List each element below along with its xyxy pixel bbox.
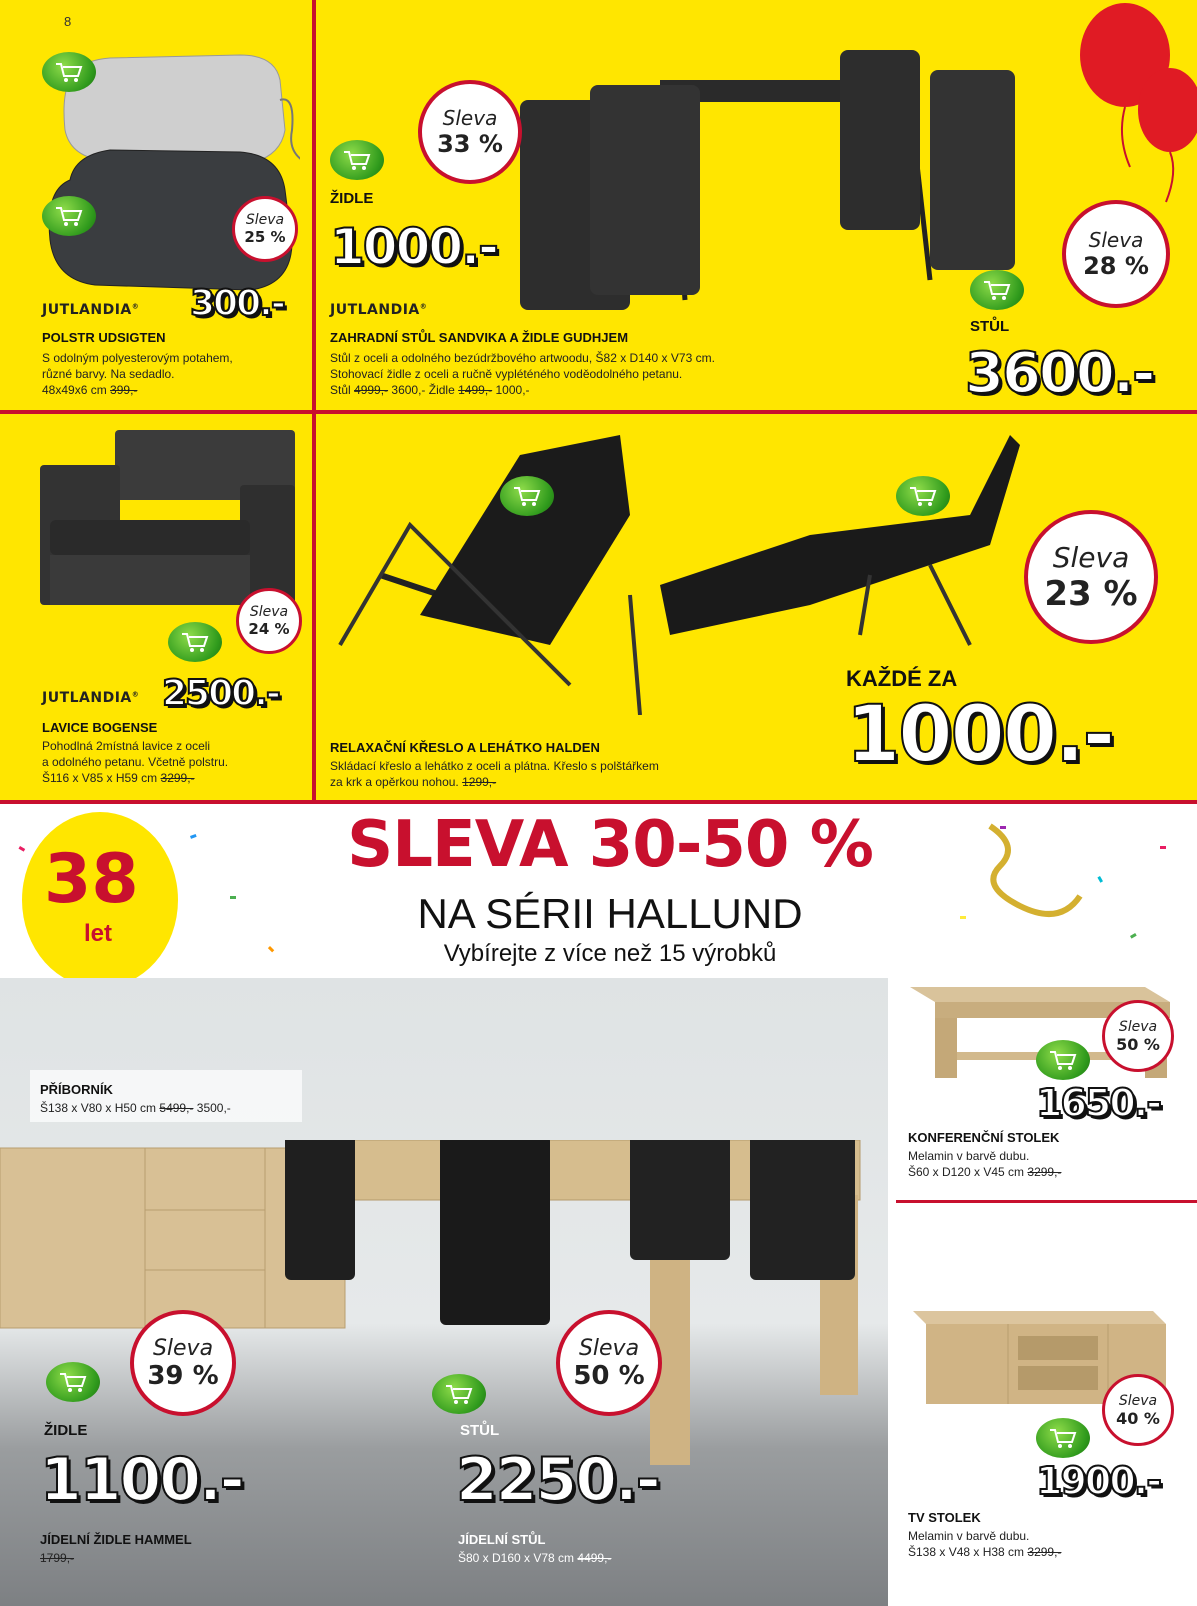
price: 1100.- — [40, 1445, 243, 1515]
shopping-cart-icon[interactable] — [42, 196, 96, 236]
shopping-cart-icon[interactable] — [1036, 1040, 1090, 1080]
discount-badge: Sleva 24 % — [236, 588, 302, 654]
divider-vertical — [312, 0, 316, 802]
product-description: Š80 x D160 x V78 cm 4499,- — [458, 1551, 612, 1565]
brand-logo: JUTLANDIA® — [330, 302, 428, 318]
shopping-cart-icon[interactable] — [42, 52, 96, 92]
discount-badge: Sleva 23 % — [1024, 510, 1158, 644]
price: 2250.- — [456, 1445, 659, 1515]
balloons-decoration — [1070, 0, 1197, 210]
product-title: TV STOLEK — [908, 1510, 981, 1525]
discount-badge: Sleva 33 % — [418, 80, 522, 184]
product-description: Skládací křeslo a lehátko z oceli a plátna. Křeslo s polštářkem za krk a opěrkou nohou. 1299,- — [330, 759, 659, 789]
banner-tagline: Vybírejte z více než 15 výrobků — [443, 940, 777, 967]
discount-badge: Sleva 50 % — [556, 1310, 662, 1416]
product-title: JÍDELNÍ ŽIDLE HAMMEL — [40, 1532, 192, 1547]
product-title: PŘÍBORNÍK — [40, 1082, 113, 1097]
brand-logo: JUTLANDIA® — [42, 690, 140, 706]
product-description: Melamin v barvě dubu. Š60 x D120 x V45 cm 3299,- — [908, 1149, 1062, 1179]
shopping-cart-icon[interactable] — [970, 270, 1024, 310]
product-title: LAVICE BOGENSE — [42, 720, 158, 735]
banner-headline: SLEVA 30-50 % — [347, 808, 873, 882]
price: 1900.- — [1036, 1459, 1160, 1503]
column-divider — [896, 1200, 1197, 1203]
product-description: Melamin v barvě dubu. Š138 x V48 x H38 cm 3299,- — [908, 1529, 1062, 1559]
product-description: Stůl z oceli a odolného bezúdržbového artwoodu, Š82 x D140 x V73 cm. Stohovací židle z oceli a ručně vypléténého voděodolného petanu. Stůl 4999,- 3600,- Židle 1499,- 1000,- — [330, 351, 715, 397]
table-label: STŮL — [970, 318, 1010, 335]
shopping-cart-icon[interactable] — [168, 622, 222, 662]
product-title: RELAXAČNÍ KŘESLO A LEHÁTKO HALDEN — [330, 740, 600, 755]
old-price: 1799,- — [40, 1551, 75, 1565]
shopping-cart-icon[interactable] — [1036, 1418, 1090, 1458]
chair-price: 1000.- — [330, 218, 497, 276]
product-description: Pohodlná 2místná lavice z oceli a odolného petanu. Včetně polstru. Š116 x V85 x H59 cm 3299,- — [42, 739, 229, 785]
each-for-label: KAŽDÉ ZA — [846, 666, 958, 691]
price: 1650.- — [1036, 1081, 1160, 1125]
product-title: POLSTR UDSIGTEN — [42, 330, 166, 345]
shopping-cart-icon[interactable] — [500, 476, 554, 516]
product-description: Š138 x V80 x H50 cm 5499,- 3500,- — [40, 1101, 231, 1115]
divider-bottom — [0, 800, 1197, 804]
discount-badge: Sleva 39 % — [130, 1310, 236, 1416]
discount-badge: Sleva 50 % — [1102, 1000, 1174, 1072]
shopping-cart-icon[interactable] — [432, 1374, 486, 1414]
hallund-furniture-image — [0, 1140, 888, 1470]
price: 2500.- — [162, 673, 279, 714]
chair-label: ŽIDLE — [44, 1422, 88, 1439]
price: 1000.- — [846, 690, 1114, 780]
price: 300.- — [190, 283, 284, 324]
discount-badge: Sleva 40 % — [1102, 1374, 1174, 1446]
brand-logo: JUTLANDIA® — [42, 302, 140, 318]
product-title: ZAHRADNÍ STŮL SANDVIKA A ŽIDLE GUDHJEM — [330, 330, 629, 345]
shopping-cart-icon[interactable] — [46, 1362, 100, 1402]
banner-subheadline: NA SÉRII HALLUND — [417, 890, 803, 937]
shopping-cart-icon[interactable] — [330, 140, 384, 180]
table-price: 3600.- — [965, 341, 1154, 406]
anniversary-number: 38 — [44, 840, 139, 919]
table-label: STŮL — [460, 1422, 500, 1439]
product-title: KONFERENČNÍ STOLEK — [908, 1130, 1060, 1145]
divider-horizontal — [0, 410, 1197, 414]
anniversary-word: let — [84, 920, 113, 947]
product-description: S odolným polyesterovým potahem, různé barvy. Na sedadlo. 48x49x6 cm 399,- — [42, 351, 233, 397]
garden-set-image — [520, 40, 1050, 310]
product-title: JÍDELNÍ STŮL — [458, 1532, 546, 1547]
page-number: 8 — [64, 14, 72, 29]
discount-badge: Sleva 28 % — [1062, 200, 1170, 308]
shopping-cart-icon[interactable] — [896, 476, 950, 516]
chair-label: ŽIDLE — [330, 190, 374, 207]
discount-badge: Sleva 25 % — [232, 196, 298, 262]
